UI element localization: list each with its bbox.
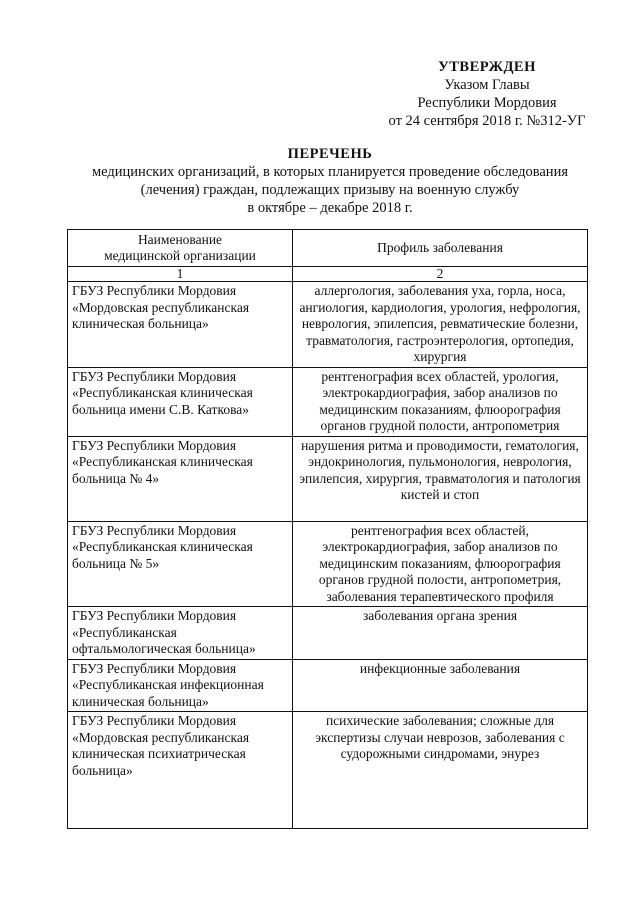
approval-line-2: Республики Мордовия: [417, 95, 557, 111]
organization-cell: ГБУЗ Республики Мордовия «Республиканская клиническая больница имени С.В. Каткова»: [68, 367, 293, 436]
title-line-3: в октябре – декабре 2018 г.: [247, 200, 413, 216]
header-profile: Профиль заболевания: [293, 230, 588, 267]
approval-stamp: [372, 58, 602, 130]
approval-line-3: от 24 сентября 2018 г. №312-УГ: [388, 113, 586, 129]
title-line-2: (лечения) граждан, подлежащих призыву на военную службу: [140, 182, 520, 198]
header-organization: Наименование медицинской организации: [68, 230, 293, 267]
profile-cell: рентгенография всех областей, урология, электрокардиография, забор анализов по медицинским показаниям, флюорография органов грудной полости, антропометрия: [293, 367, 588, 436]
profile-cell: инфекционные заболевания: [293, 659, 588, 712]
organization-cell: ГБУЗ Республики Мордовия «Республиканская клиническая больница № 5»: [68, 521, 293, 607]
table-row: [68, 436, 588, 521]
profile-cell: нарушения ритма и проводимости, гематология, эндокринология, пульмонология, неврология, эпилепсия, хирургия, травматология и патология кистей и стоп: [293, 436, 588, 521]
document-title: ПЕРЕЧЕНЬ: [287, 146, 373, 162]
table-row: [68, 521, 588, 607]
table-row: [68, 712, 588, 829]
organization-cell: ГБУЗ Республики Мордовия «Республиканская клиническая больница № 4»: [68, 436, 293, 521]
table-header-row: [68, 230, 588, 267]
organization-cell: ГБУЗ Республики Мордовия «Республиканская офтальмологическая больница»: [68, 607, 293, 660]
table-row: [68, 659, 588, 712]
profile-cell: аллергология, заболевания уха, горла, носа, ангиология, кардиология, урология, нефрология, неврология, эпилепсия, ревматические болезни, травматология, гастроэнтерология, ортопедия, хирургия: [293, 282, 588, 368]
column-number-2: 2: [293, 267, 588, 282]
approval-line-1: Указом Главы: [444, 77, 530, 93]
column-number-1: 1: [68, 267, 293, 282]
organization-cell: ГБУЗ Республики Мордовия «Мордовская республиканская клиническая психиатрическая больница»: [68, 712, 293, 829]
profile-cell: заболевания органа зрения: [293, 607, 588, 660]
table-row: [68, 282, 588, 368]
approval-heading: УТВЕРЖДЕН: [438, 59, 536, 75]
document-title-block: [40, 145, 620, 217]
organization-cell: ГБУЗ Республики Мордовия «Республиканская инфекционная клиническая больница»: [68, 659, 293, 712]
column-number-row: [68, 267, 588, 282]
profile-cell: психические заболевания; сложные для экспертизы случаи неврозов, заболевания с судорожными синдромами, энурез: [293, 712, 588, 829]
profile-cell: рентгенография всех областей, электрокардиография, забор анализов по медицинским показаниям, флюорография органов грудной полости, антропометрия, заболевания терапевтического профиля: [293, 521, 588, 607]
organizations-table: [67, 229, 588, 829]
title-line-1: медицинских организаций, в которых планируется проведение обследования: [91, 164, 568, 180]
table-row: [68, 367, 588, 436]
organization-cell: ГБУЗ Республики Мордовия «Мордовская республиканская клиническая больница»: [68, 282, 293, 368]
table-row: [68, 607, 588, 660]
